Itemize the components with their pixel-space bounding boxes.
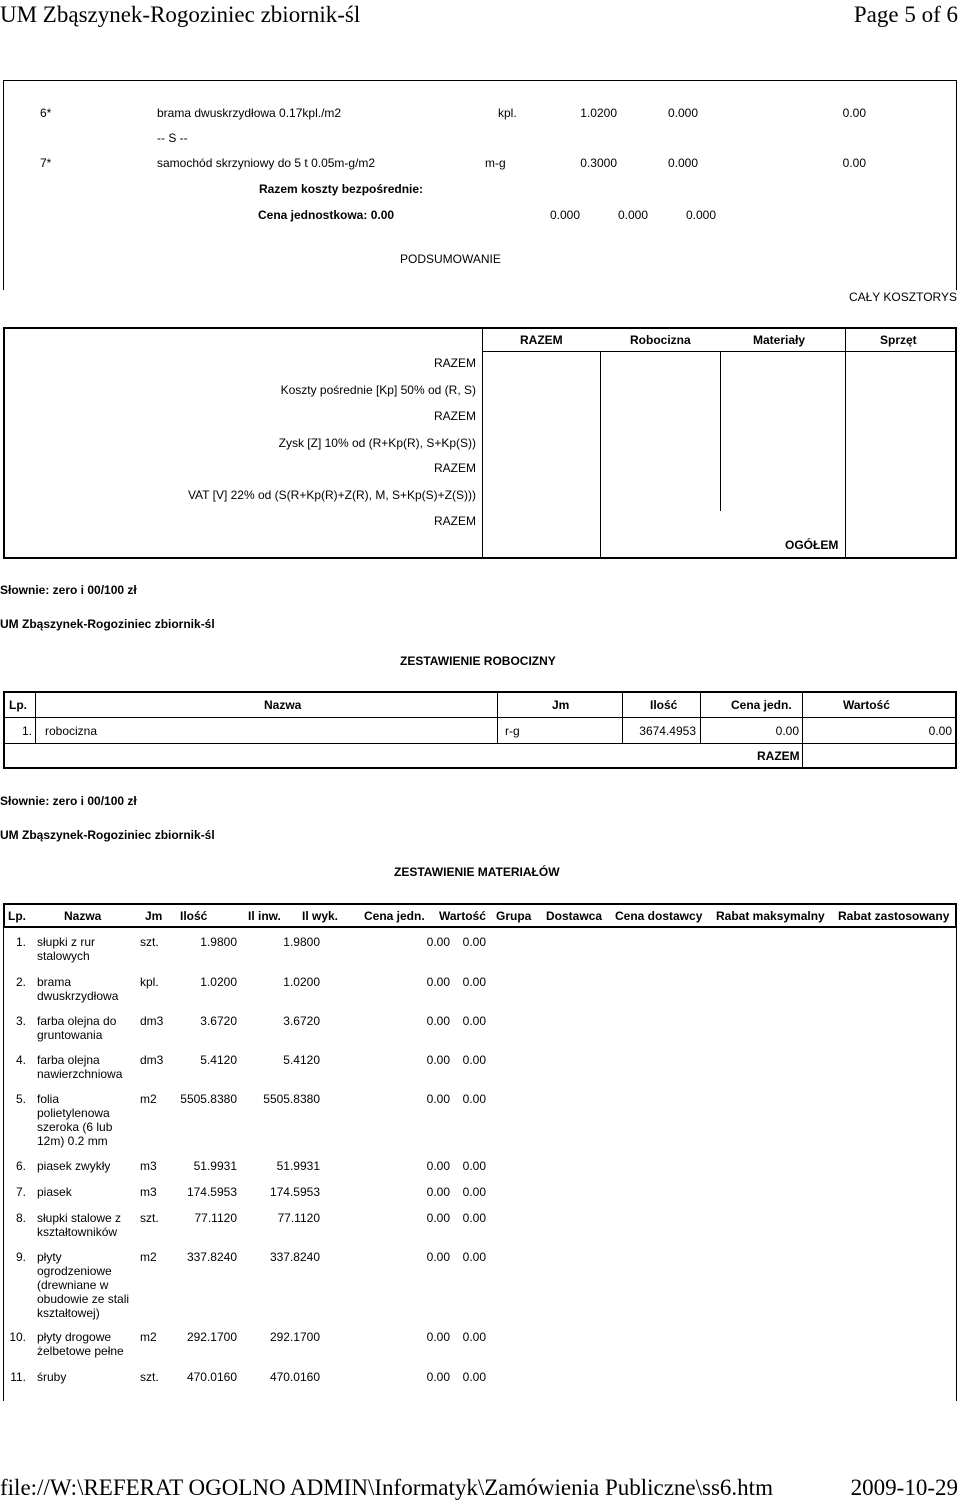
materials-col-group: Grupa [496, 909, 532, 923]
row-name: piasek [37, 1185, 72, 1199]
row-price: 0.00 [426, 1211, 450, 1225]
labor-row-qty: 3674.4953 [639, 724, 696, 738]
materials-col-qty: Ilość [180, 909, 208, 923]
row-value: 0.00 [462, 975, 486, 989]
materials-col-value: Wartość [439, 909, 486, 923]
labor-col-price: Cena jedn. [731, 698, 792, 712]
right-frame-line [956, 80, 957, 290]
row-jm: m3 [140, 1159, 157, 1173]
row-value: 0.00 [462, 935, 486, 949]
row-inw: 77.1120 [277, 1211, 320, 1225]
labor-row-jm: r-g [505, 724, 520, 738]
row-lp: 4. [15, 1053, 26, 1067]
materials-col-price: Cena jedn. [364, 909, 425, 923]
labor-section-title: ZESTAWIENIE ROBOCIZNY [400, 654, 556, 668]
row-qty: 5505.8380 [180, 1092, 237, 1106]
row-jm: m2 [140, 1250, 157, 1264]
summary-row-label: RAZEM [434, 461, 476, 475]
row-lp: 6. [15, 1159, 26, 1173]
row-price: 0.00 [426, 1330, 450, 1344]
summary-row-label: RAZEM [434, 356, 476, 370]
direct-costs-label: Razem koszty bezpośrednie: [259, 182, 424, 196]
row-jm: szt. [140, 1211, 159, 1225]
page-header-title: UM Zbąszynek-Rogoziniec zbiornik-śl [0, 2, 361, 27]
row-jm: m3 [140, 1185, 157, 1199]
row-value: 0.00 [462, 1250, 486, 1264]
labor-row-price: 0.00 [775, 724, 799, 738]
row-qty: 1.9800 [200, 935, 237, 949]
materials-col-name: Nazwa [64, 909, 102, 923]
materials-col-jm: Jm [145, 909, 163, 923]
row-value: 0.00 [462, 1053, 486, 1067]
top-frame-line [3, 80, 957, 81]
row-qty: 1.0200 [580, 106, 617, 120]
row-lp: 7. [15, 1185, 26, 1199]
materials-col-inv: Il inw. [248, 909, 281, 923]
row-price: 0.00 [426, 935, 450, 949]
row-lp: 7* [40, 156, 52, 170]
labor-col-lp: Lp. [9, 698, 27, 712]
row-jm: dm3 [140, 1053, 164, 1067]
row-name: płyty drogowe żelbetowe pełne [37, 1330, 124, 1358]
row-qty: 470.0160 [186, 1370, 237, 1384]
row-name: słupki z rur stalowych [37, 935, 96, 963]
summary-col-materials: Materiały [753, 333, 806, 347]
row-name: samochód skrzyniowy do 5 t 0.05m-g/m2 [157, 156, 376, 170]
row-price: 0.00 [426, 975, 450, 989]
row-qty: 5.4120 [200, 1053, 237, 1067]
row-price: 0.00 [426, 1053, 450, 1067]
labor-col-value: Wartość [843, 698, 890, 712]
row-price: 0.00 [426, 1092, 450, 1106]
page-number: Page 5 of 6 [853, 2, 958, 27]
footer-date: 2009-10-29 [850, 1475, 958, 1500]
section-equipment-label: -- S -- [157, 131, 188, 145]
row-jm: kpl. [498, 106, 517, 120]
row-value: 0.00 [842, 106, 866, 120]
row-qty: 174.5953 [186, 1185, 237, 1199]
row-jm: szt. [140, 935, 159, 949]
row-inw: 51.9931 [276, 1159, 320, 1173]
row-price: 0.00 [426, 1159, 450, 1173]
row-price: 0.00 [426, 1370, 450, 1384]
materials-col-supplier-price: Cena dostawcy [615, 909, 703, 923]
labor-col-qty: Ilość [650, 698, 678, 712]
materials-col-applied-discount: Rabat zastosowany [838, 909, 950, 923]
row-lp: 9. [15, 1250, 26, 1264]
row-value: 0.00 [462, 1014, 486, 1028]
materials-col-supplier: Dostawca [546, 909, 603, 923]
amount-in-words: Słownie: zero i 00/100 zł [0, 583, 137, 597]
summary-title: PODSUMOWANIE [400, 252, 501, 266]
row-lp: 10. [9, 1330, 26, 1344]
row-value: 0.00 [462, 1211, 486, 1225]
row-jm: dm3 [140, 1014, 164, 1028]
row-lp: 11. [10, 1370, 26, 1384]
row-inw: 292.1700 [269, 1330, 320, 1344]
row-name: płyty ogrodzeniowe (drewniane w obudowie ze stali kształtowej) [37, 1250, 130, 1320]
amount-in-words-2: Słownie: zero i 00/100 zł [0, 794, 137, 808]
row-price: 0.00 [426, 1250, 450, 1264]
row-jm: m2 [140, 1330, 157, 1344]
row-value: 0.00 [462, 1159, 486, 1173]
row-lp: 6* [40, 106, 52, 120]
labor-row-lp: 1. [22, 724, 33, 738]
row-lp: 5. [15, 1092, 26, 1106]
summary-row-label: VAT [V] 22% od (S(R+Kp(R)+Z(R), M, S+Kp(S)+Z(S))) [187, 488, 476, 502]
row-qty: 3.6720 [200, 1014, 237, 1028]
row-jm: m2 [140, 1092, 157, 1106]
row-inw: 1.9800 [283, 935, 320, 949]
row-inw: 5.4120 [283, 1053, 320, 1067]
row-price: 0.00 [426, 1185, 450, 1199]
unit-price-label: Cena jednostkowa: 0.00 [258, 208, 395, 222]
row-inw: 470.0160 [269, 1370, 320, 1384]
row-qty: 292.1700 [186, 1330, 237, 1344]
left-frame-line [3, 80, 4, 290]
summary-row-label: Koszty pośrednie [Kp] 50% od (R, S) [280, 383, 476, 397]
materials-col-lp: Lp. [8, 909, 26, 923]
row-qty: 1.0200 [200, 975, 237, 989]
materials-col-max-discount: Rabat maksymalny [716, 909, 825, 923]
row-name: brama dwuskrzydłowa 0.17kpl./m2 [157, 106, 342, 120]
row-qty: 51.9931 [193, 1159, 237, 1173]
unit-price-v3: 0.000 [685, 208, 716, 222]
row-qty: 0.3000 [580, 156, 617, 170]
row-qty: 77.1120 [194, 1211, 237, 1225]
summary-subtitle: CAŁY KOSZTORYS [848, 290, 957, 304]
row-inw: 337.8240 [269, 1250, 320, 1264]
materials-section-title: ZESTAWIENIE MATERIAŁÓW [394, 865, 560, 879]
row-name: farba olejna do gruntowania [37, 1014, 117, 1042]
row-name: brama dwuskrzydłowa [37, 975, 119, 1003]
row-name: słupki stalowe z kształtowników [37, 1211, 122, 1239]
row-inw: 174.5953 [269, 1185, 320, 1199]
row-inw: 5505.8380 [263, 1092, 320, 1106]
project-name-2: UM Zbąszynek-Rogoziniec zbiornik-śl [0, 828, 215, 842]
row-name: śruby [37, 1370, 67, 1384]
row-lp: 3. [15, 1014, 26, 1028]
row-jm: m-g [485, 156, 506, 170]
row-price: 0.00 [426, 1014, 450, 1028]
row-value: 0.00 [462, 1370, 486, 1384]
summary-grand-total-label: OGÓŁEM [785, 538, 839, 552]
row-inw: 1.0200 [283, 975, 320, 989]
summary-col-equipment: Sprzęt [880, 333, 917, 347]
row-lp: 1. [15, 935, 26, 949]
row-name: piasek zwykły [37, 1159, 111, 1173]
footer-file-path: file://W:\REFERAT OGOLNO ADMIN\Informatyk\Zamówienia Publiczne\ss6.htm [0, 1475, 773, 1500]
row-price: 0.000 [667, 156, 698, 170]
materials-col-done: Il wyk. [302, 909, 339, 923]
row-price: 0.000 [667, 106, 698, 120]
unit-price-v2: 0.000 [617, 208, 648, 222]
labor-col-name: Nazwa [264, 698, 302, 712]
row-jm: szt. [140, 1370, 159, 1384]
summary-row-label: RAZEM [434, 409, 476, 423]
row-name: farba olejna nawierzchniowa [37, 1053, 123, 1081]
labor-row-name: robocizna [45, 724, 98, 738]
row-value: 0.00 [462, 1092, 486, 1106]
project-name: UM Zbąszynek-Rogoziniec zbiornik-śl [0, 617, 215, 631]
row-value: 0.00 [462, 1185, 486, 1199]
row-value: 0.00 [842, 156, 866, 170]
row-qty: 337.8240 [186, 1250, 237, 1264]
labor-row-value: 0.00 [928, 724, 952, 738]
row-lp: 2. [15, 975, 26, 989]
summary-col-labor: Robocizna [630, 333, 691, 347]
summary-row-label: Zysk [Z] 10% od (R+Kp(R), S+Kp(S)) [278, 436, 476, 450]
unit-price-v1: 0.000 [549, 208, 580, 222]
row-inw: 3.6720 [283, 1014, 320, 1028]
labor-col-jm: Jm [552, 698, 570, 712]
row-lp: 8. [15, 1211, 26, 1225]
summary-row-label: RAZEM [434, 514, 476, 528]
labor-total-label: RAZEM [757, 749, 800, 763]
labor-table [3, 691, 957, 769]
row-jm: kpl. [140, 975, 159, 989]
row-name: folia polietylenowa szeroka (6 lub 12m) 0.2 mm [37, 1092, 113, 1148]
row-value: 0.00 [462, 1330, 486, 1344]
summary-col-total: RAZEM [520, 333, 563, 347]
